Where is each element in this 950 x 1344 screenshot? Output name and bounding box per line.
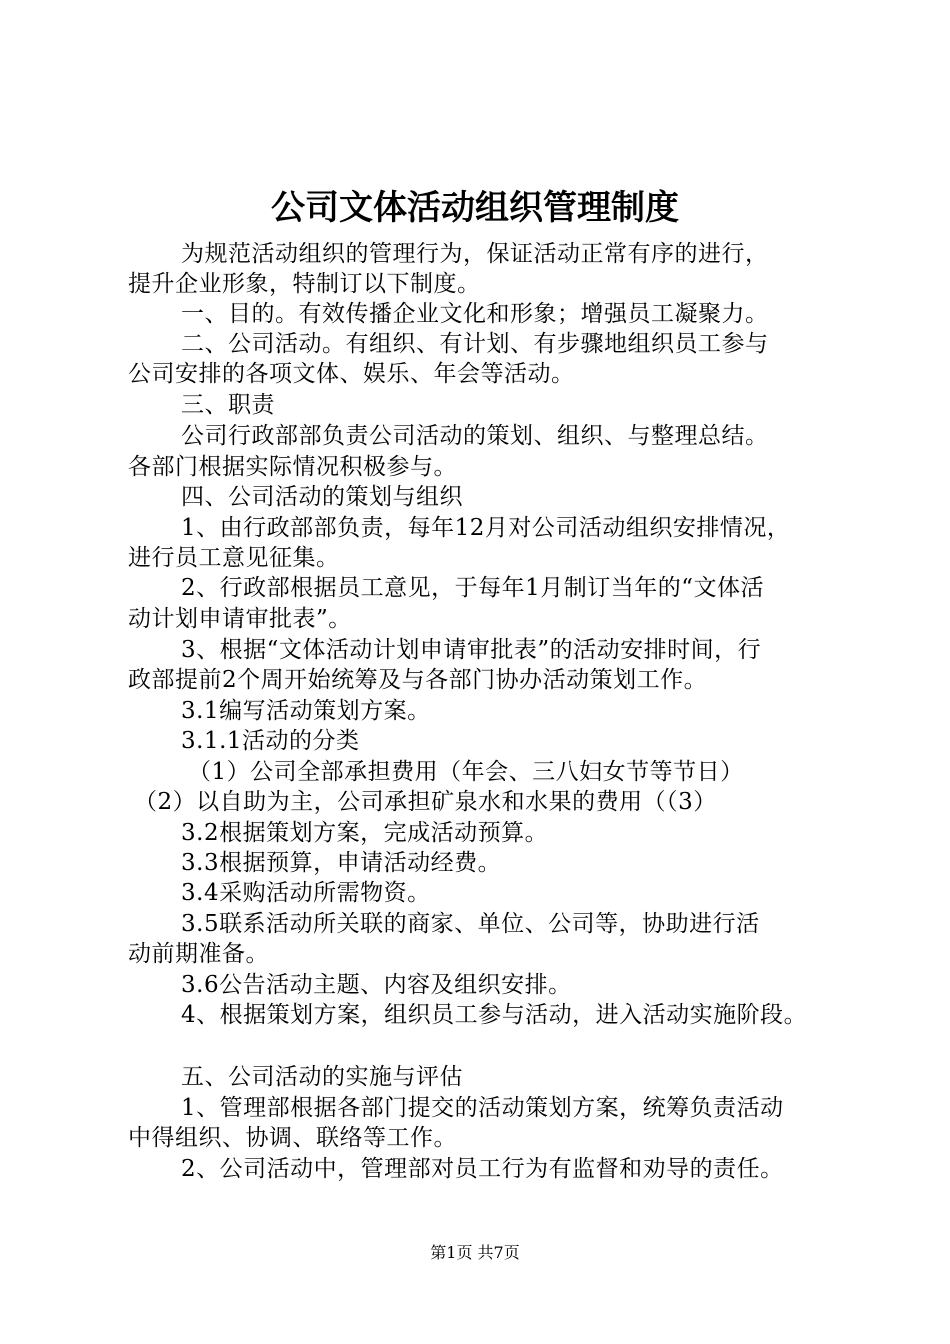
section-heading: 五、公司活动的实施与评估: [181, 1064, 463, 1090]
section-heading: 三、职责: [181, 392, 275, 418]
body-line: 提升企业形象，特制订以下制度。: [128, 271, 481, 297]
body-line: 政部提前2个周开始统筹及与各部门协办活动策划工作。: [128, 667, 708, 693]
section-heading: 四、公司活动的策划与组织: [181, 484, 463, 510]
body-line: 3.3根据预算，申请活动经费。: [181, 850, 502, 876]
body-line: 3.5联系活动所关联的商家、单位、公司等，协助进行活: [181, 911, 760, 937]
body-line: 3.2根据策划方案，完成活动预算。: [181, 820, 549, 846]
page-footer: 第1页 共7页: [430, 1243, 520, 1262]
body-line: 1、管理部根据各部门提交的活动策划方案，统筹负责活动: [181, 1095, 784, 1121]
body-line: 为规范活动组织的管理行为，保证活动正常有序的进行，: [181, 241, 769, 267]
body-line: 公司安排的各项文体、娱乐、年会等活动。: [128, 361, 575, 387]
body-line: 二、公司活动。有组织、有计划、有步骤地组织员工参与: [181, 331, 769, 357]
body-line: （2）以自助为主，公司承担矿泉水和水果的费用（（3）: [134, 789, 717, 815]
body-line: 动前期准备。: [128, 941, 269, 967]
body-line: 动计划申请审批表”。: [128, 606, 352, 632]
body-line: 公司行政部部负责公司活动的策划、组织、与整理总结。: [181, 423, 769, 449]
body-line: 1、由行政部部负责，每年12月对公司活动组织安排情况，: [181, 515, 791, 541]
body-line: 进行员工意见征集。: [128, 545, 340, 571]
body-line: 中得组织、协调、联络等工作。: [128, 1125, 457, 1151]
body-line: 4、根据策划方案，组织员工参与活动，进入活动实施阶段。: [181, 1002, 808, 1028]
body-line: 3.4采购活动所需物资。: [181, 880, 431, 906]
body-line: 3.1.1活动的分类: [181, 728, 360, 754]
body-line: 2、行政部根据员工意见，于每年1月制订当年的“文体活: [181, 575, 765, 601]
body-line: 2、公司活动中，管理部对员工行为有监督和劝导的责任。: [181, 1156, 784, 1182]
body-line: 3.1编写活动策划方案。: [181, 698, 431, 724]
body-line: 一、目的。有效传播企业文化和形象；增强员工凝聚力。: [181, 301, 769, 327]
body-line: 3、根据“文体活动计划申请审批表”的活动安排时间，行: [181, 637, 762, 663]
document-title: 公司文体活动组织管理制度: [271, 188, 679, 228]
body-line: 3.6公告活动主题、内容及组织安排。: [181, 972, 572, 998]
body-line: 各部门根据实际情况积极参与。: [128, 454, 457, 480]
body-line: （1）公司全部承担费用（年会、三八妇女节等节日）: [188, 759, 744, 785]
